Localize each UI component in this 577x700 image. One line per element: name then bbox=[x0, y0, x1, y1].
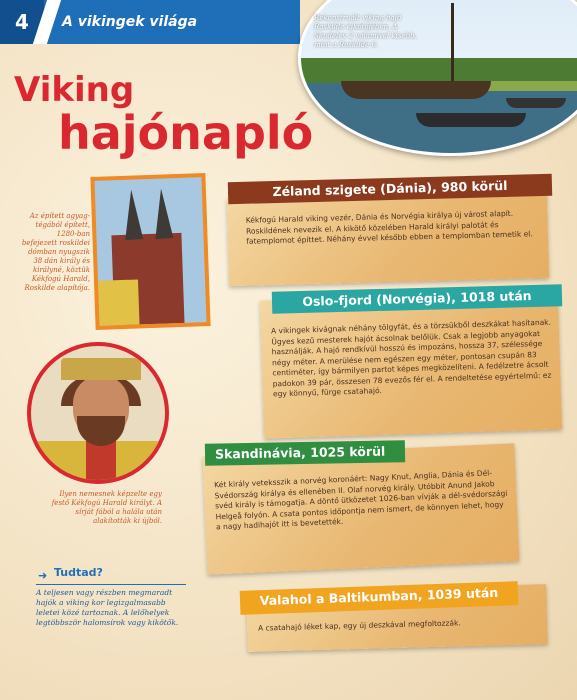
page-title-line2: hajónapló bbox=[58, 106, 314, 160]
log-entry-text: Kékfogú Harald viking vezér, Dánia és Norvégia királya új várost alapít. Roskildének nevezik el. A kikötő közelében Harald királyi palotát és fatemplomot építtet. Néhány évvel később ebben a templomban temetik el. bbox=[245, 208, 533, 246]
viking-ship-caption: Rekonstruált viking hajó Roskilde kikötőjében. A Skudelev 2 valamivel kisebb, mint a Roskilde 6. bbox=[314, 14, 417, 49]
did-you-know-divider bbox=[36, 584, 186, 585]
king-portrait bbox=[27, 342, 169, 484]
log-entry-text: A vikingek kivágnak néhány tölgyfát, és a törzsükből deszkákat hasítanak. Ügyes kezű mesterek hajót ácsolnak belőlük. Csak a legjobb anyagokat használják. A hajó rendkívül hosszú és impozáns, hossza 37, szélessége négy méter. A merülése nem egészen egy méter, pontosan csupán 83 centiméter, így bármilyen partot képes megközelíteni. A fedélzetre ácsolt padokon 39 pár, összesen 78 evezős fér el. A rendeltetése egyértelmű: ez egy könnyű, fürge csatahajó. bbox=[270, 317, 552, 399]
log-entry-text: Két király veteksszik a norvég koronáért: Nagy Knut, Anglia, Dánia és Dél-Svédország királya és ellenében II. Olaf norvég király. Utóbbit Anund Jakob svéd király is támogatja. A döntő ütközetet 1026-ban vívják a dél-svédországi Helgeå folyón. A csata pontos időpontja nem ismert, de könnyen lehet, hogy a nagy hadihajót itt is bevetették. bbox=[213, 468, 508, 532]
log-entry-heading: Oslo-fjord (Norvégia), 1018 után bbox=[272, 284, 562, 314]
arrow-right-icon: ➜ bbox=[38, 569, 48, 582]
did-you-know-text: A teljesen vagy részben megmaradt hajók a viking kor legizgalmasabb leletei közé tartoznak. A lelőhelyek legtöbbször halomsírok vagy kikötők. bbox=[36, 588, 179, 627]
did-you-know-heading: Tudtad? bbox=[54, 566, 103, 579]
log-entry-heading: Zéland szigete (Dánia), 980 körül bbox=[228, 174, 552, 204]
cathedral-caption: Az épített agyag-tégából épített, 1280-ban befejezett roskildei dómban nyugszik 38 dán király és királyné, köztük Kékfogú Harald, Roskilde alapítója. bbox=[21, 212, 90, 292]
log-entry-text: A csatahajó léket kap, egy új deszkával megfoltozzák. bbox=[257, 618, 461, 633]
log-entry-heading: Valahol a Baltikumban, 1039 után bbox=[240, 581, 519, 615]
page-title-line1: Viking bbox=[14, 70, 135, 110]
cathedral-photo bbox=[90, 173, 210, 330]
section-title: A vikingek világa bbox=[62, 14, 198, 30]
page-number: 4 bbox=[0, 0, 44, 44]
log-entry-heading: Skandinávia, 1025 körül bbox=[205, 440, 405, 465]
king-caption: Ilyen nemesnek képzelte egy festő Kékfogú Harald királyt. A sírját fából a halála után alakították ki újból. bbox=[51, 490, 162, 525]
